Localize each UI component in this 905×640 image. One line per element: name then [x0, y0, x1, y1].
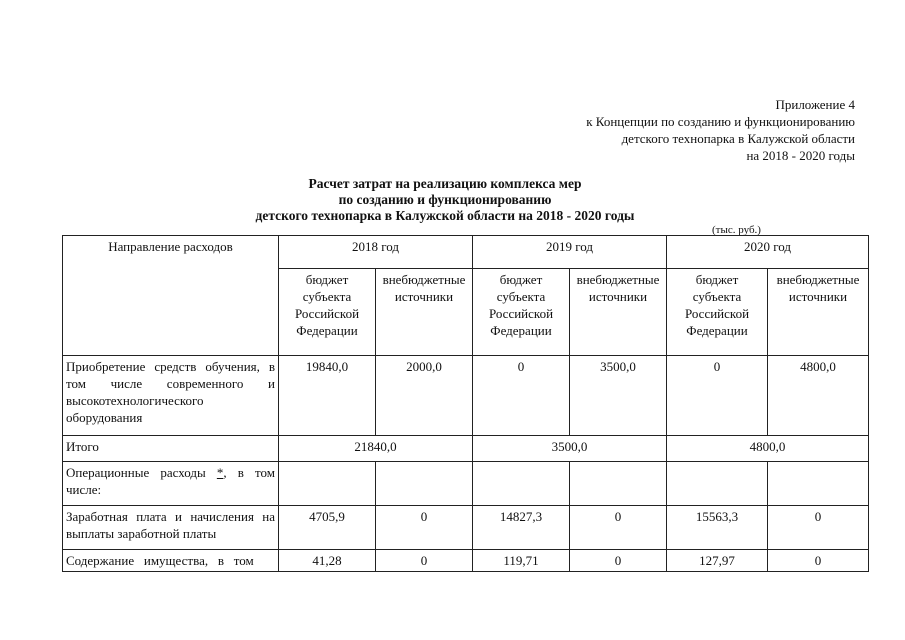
- row-label: Содержание имущества, в том: [63, 550, 279, 572]
- cell-value: 0: [768, 506, 869, 550]
- header-budget: бюджет субъекта Российской Федерации: [473, 269, 570, 356]
- table-row-equipment: [63, 356, 869, 436]
- cell-value: 0: [570, 506, 667, 550]
- header-extra: внебюджетные источники: [570, 269, 667, 356]
- appendix-line: к Концепции по созданию и функционированию: [586, 114, 855, 129]
- table-row-operational: [63, 462, 869, 506]
- cell-empty: [473, 462, 570, 506]
- cell-value: 15563,3: [667, 506, 768, 550]
- table-row-salary: [63, 506, 869, 550]
- header-extra: внебюджетные источники: [768, 269, 869, 356]
- appendix-header: [586, 96, 855, 164]
- cell-value: 0: [376, 506, 473, 550]
- cell-value: 4800,0: [768, 356, 869, 436]
- cell-empty: [279, 462, 376, 506]
- row-label-prefix: Операционные расходы: [66, 465, 217, 480]
- cell-value: 119,71: [473, 550, 570, 572]
- footnote-mark: *: [216, 465, 224, 480]
- header-direction: Направление расходов: [63, 236, 279, 356]
- title-line: детского технопарка в Калужской области на 2018 - 2020 годы: [255, 208, 635, 223]
- title-line: по созданию и функционированию: [338, 192, 552, 207]
- cell-value: 0: [768, 550, 869, 572]
- cell-empty: [376, 462, 473, 506]
- row-label: [63, 462, 279, 506]
- cell-empty: [667, 462, 768, 506]
- cell-value: 21840,0: [279, 436, 473, 462]
- appendix-line: на 2018 - 2020 годы: [746, 148, 855, 163]
- cell-value: 0: [667, 356, 768, 436]
- header-extra: внебюджетные источники: [376, 269, 473, 356]
- cell-value: 0: [570, 550, 667, 572]
- units-note: (тыс. руб.): [712, 224, 761, 236]
- cell-value: 0: [376, 550, 473, 572]
- header-budget: бюджет субъекта Российской Федерации: [279, 269, 376, 356]
- row-label: Приобретение средств обучения, в том числе современного и высокотехнологического оборудования: [63, 356, 279, 436]
- cell-value: 0: [473, 356, 570, 436]
- cell-value: 41,28: [279, 550, 376, 572]
- title-line: Расчет затрат на реализацию комплекса мер: [308, 176, 582, 191]
- row-label: Заработная плата и начисления на выплаты заработной платы: [63, 506, 279, 550]
- cell-empty: [768, 462, 869, 506]
- appendix-line: Приложение 4: [775, 97, 855, 112]
- row-label-suffix: , в том числе:: [66, 465, 275, 497]
- table-row-property: [63, 550, 869, 572]
- cell-value: 4705,9: [279, 506, 376, 550]
- cell-value: 3500,0: [570, 356, 667, 436]
- cell-value: 4800,0: [667, 436, 869, 462]
- cost-table: [62, 235, 869, 572]
- header-year-2019: 2019 год: [473, 236, 667, 269]
- cell-value: 19840,0: [279, 356, 376, 436]
- header-budget: бюджет субъекта Российской Федерации: [667, 269, 768, 356]
- document-title: [230, 176, 660, 224]
- cell-empty: [570, 462, 667, 506]
- cell-value: 2000,0: [376, 356, 473, 436]
- cell-value: 127,97: [667, 550, 768, 572]
- row-label: Итого: [63, 436, 279, 462]
- header-row-years: [63, 236, 869, 269]
- header-year-2020: 2020 год: [667, 236, 869, 269]
- cell-value: 14827,3: [473, 506, 570, 550]
- appendix-line: детского технопарка в Калужской области: [621, 131, 855, 146]
- header-year-2018: 2018 год: [279, 236, 473, 269]
- table-row-total: [63, 436, 869, 462]
- cell-value: 3500,0: [473, 436, 667, 462]
